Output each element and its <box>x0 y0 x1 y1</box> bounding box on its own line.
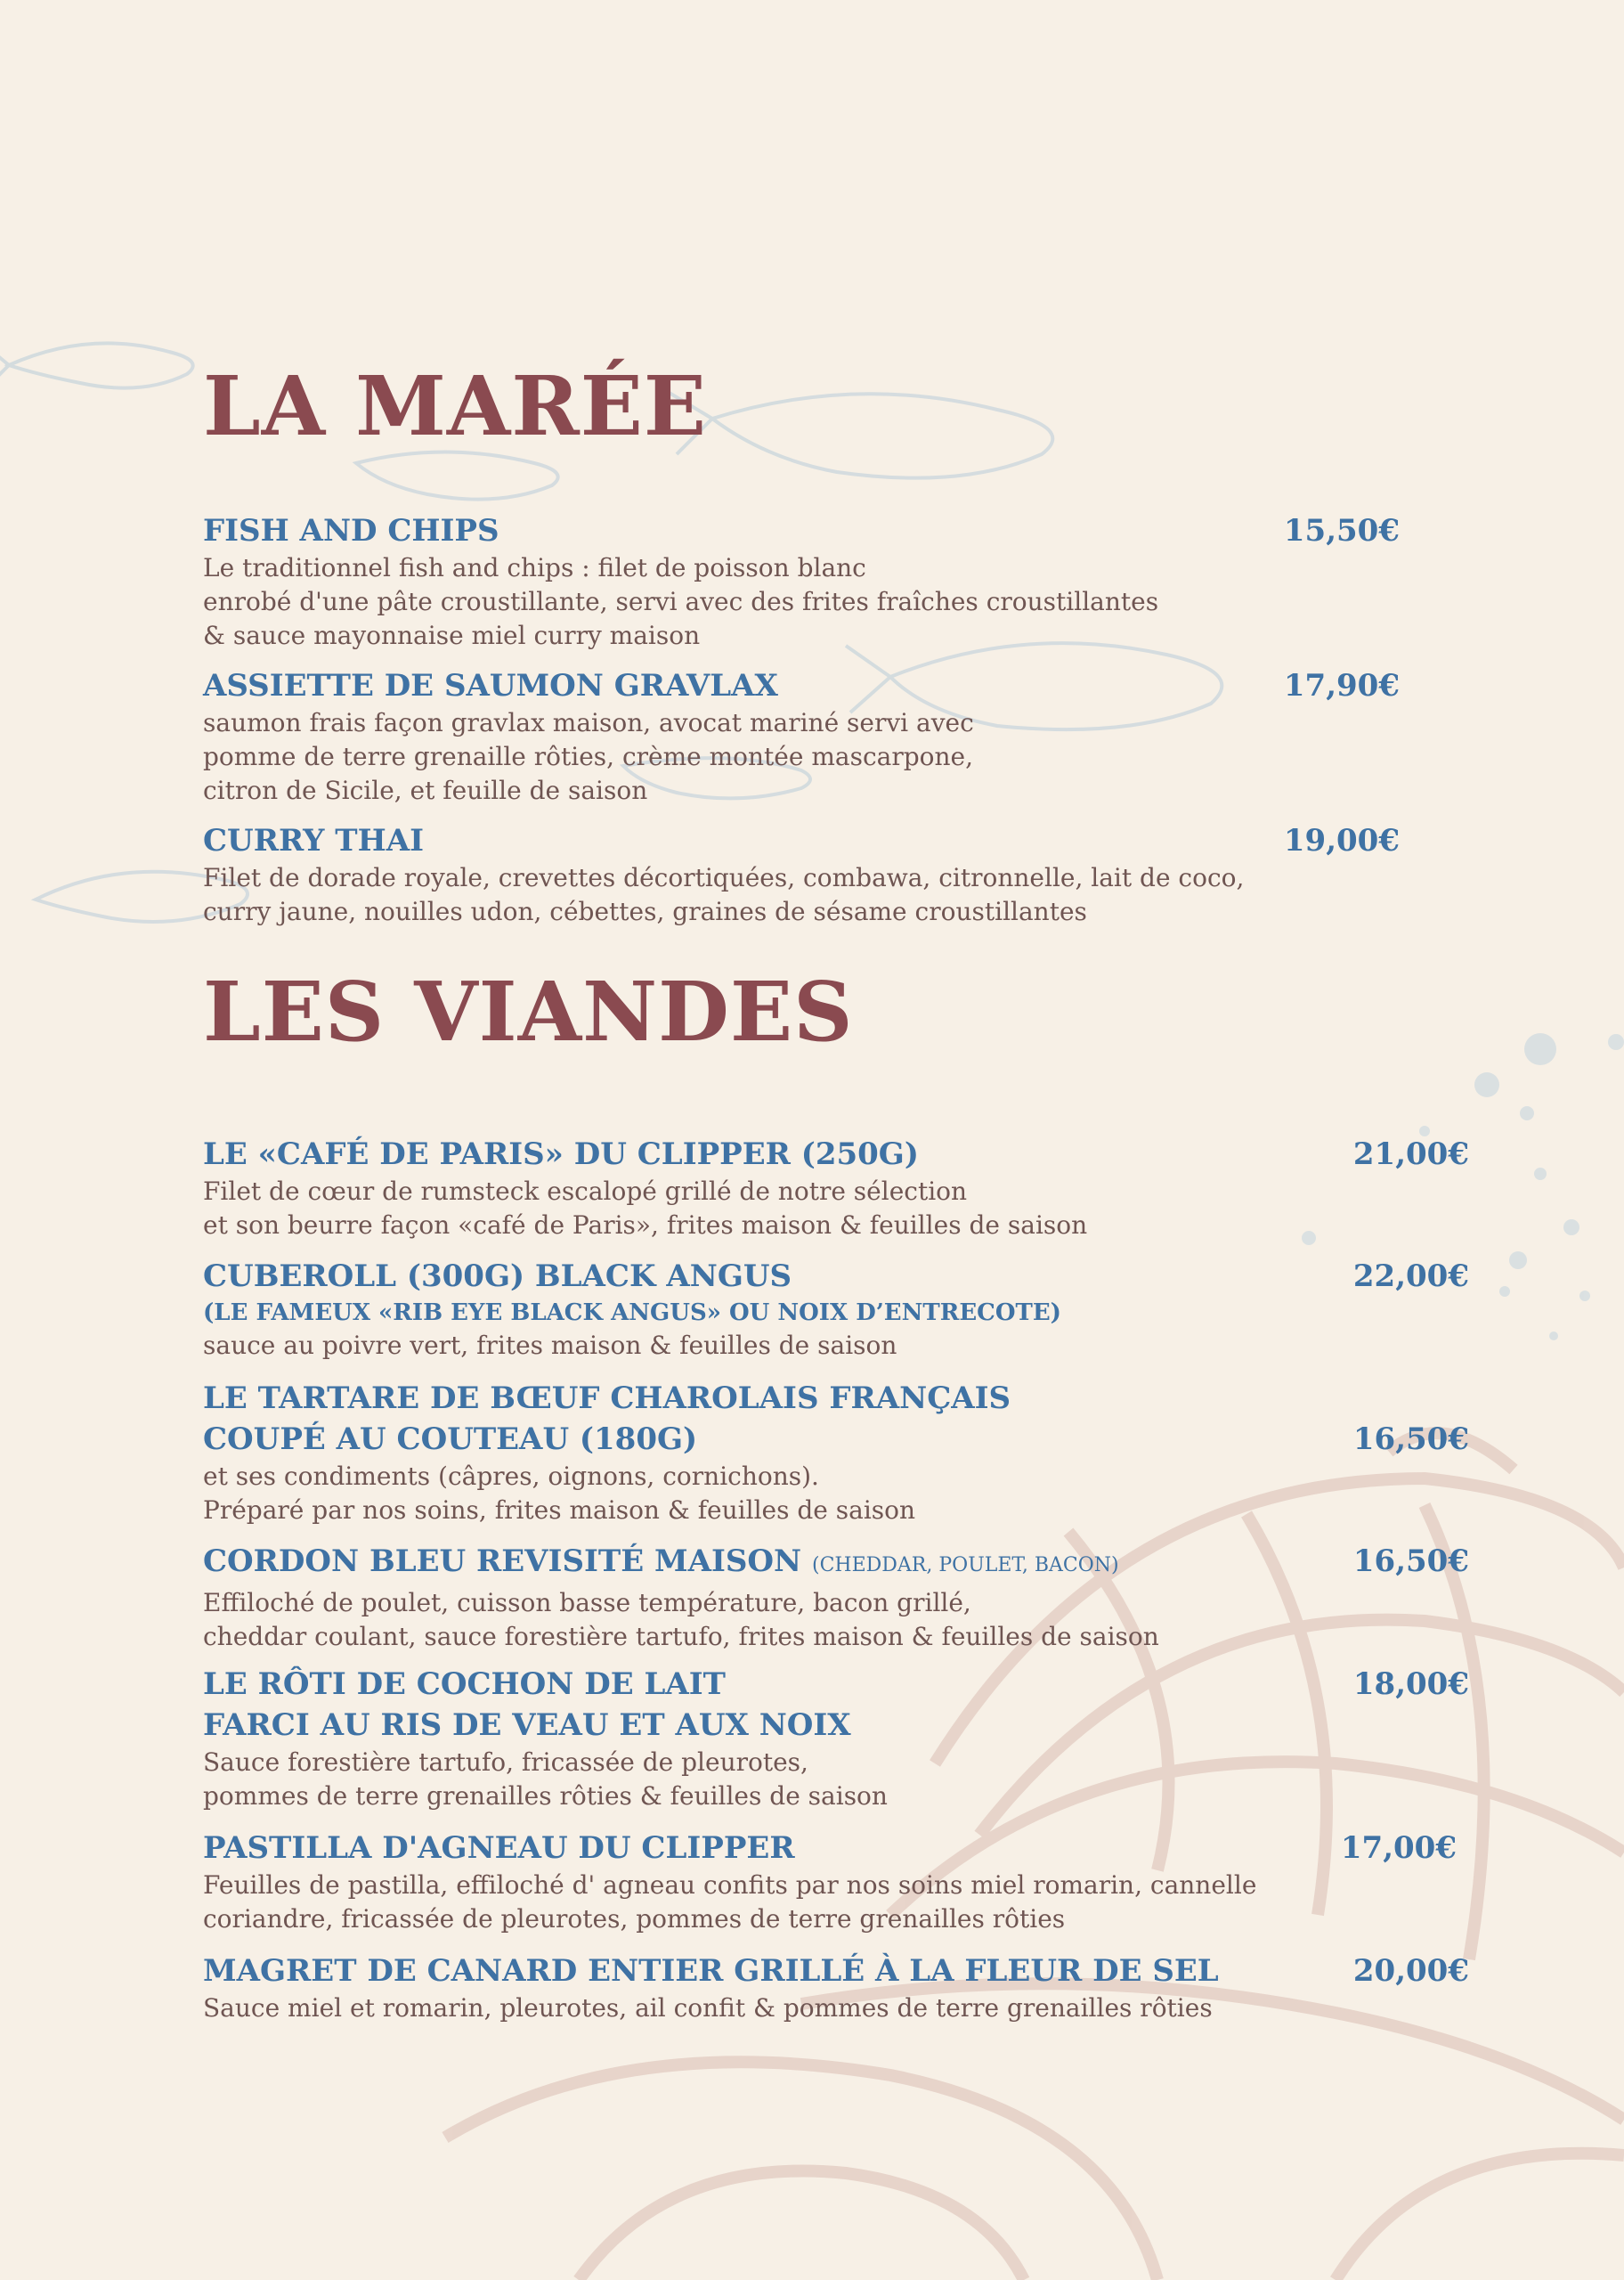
item-description: Feuilles de pastilla, effiloché d' agneau confits par nos soins miel romarin, cannelle coriandre, fricassée de pleurotes, pommes de terre grenailles rôties <box>203 1870 1257 1934</box>
item-name: LE TARTARE DE BŒUF CHAROLAIS FRANÇAIS <box>203 1380 1011 1416</box>
item-name-note: (CHEDDAR, POULET, BACON) <box>811 1554 1119 1576</box>
item-price: 19,00€ <box>1283 823 1400 859</box>
item-price: 22,00€ <box>1352 1258 1469 1294</box>
item-name: LE RÔTI DE COCHON DE LAIT <box>203 1666 726 1702</box>
item-price: 17,00€ <box>1340 1830 1457 1866</box>
item-description: Effiloché de poulet, cuisson basse température, bacon grillé, cheddar coulant, sauce forestière tartufo, frites maison & feuilles de saison <box>203 1588 1159 1651</box>
menu-item-cafe-de-paris <box>203 1134 1087 1242</box>
item-price: 16,50€ <box>1352 1543 1469 1579</box>
item-name: PASTILLA D'AGNEAU DU CLIPPER <box>203 1830 795 1866</box>
item-description: et ses condiments (câpres, oignons, cornichons). Préparé par nos soins, frites maison & feuilles de saison <box>203 1462 916 1525</box>
item-name: CURRY THAI <box>203 823 424 859</box>
menu-item-roti-cochon-de-lait <box>203 1664 888 1813</box>
item-name: MAGRET DE CANARD ENTIER GRILLÉ À LA FLEUR DE SEL <box>203 1953 1219 1989</box>
menu-item-saumon-gravlax <box>203 665 974 808</box>
menu-item-fish-and-chips <box>203 510 1158 653</box>
menu-item-pastilla-agneau <box>203 1828 1256 1936</box>
section-title-la-maree: LA MARÉE <box>203 358 708 454</box>
item-description: Sauce miel et romarin, pleurotes, ail confit & pommes de terre grenailles rôties <box>203 1993 1213 2023</box>
menu-item-tartare <box>203 1378 1011 1527</box>
item-name: ASSIETTE DE SAUMON GRAVLAX <box>203 668 778 704</box>
item-name-line-2: FARCI AU RIS DE VEAU ET AUX NOIX <box>203 1707 851 1743</box>
item-price: 17,90€ <box>1283 668 1400 704</box>
item-price: 18,00€ <box>1352 1666 1469 1702</box>
menu-item-magret-canard <box>203 1950 1219 2025</box>
item-name-text: CORDON BLEU REVISITÉ MAISON <box>203 1543 802 1579</box>
item-subtitle: (LE FAMEUX «RIB EYE BLACK ANGUS» OU NOIX D’ENTRECOTE) <box>203 1299 1061 1326</box>
item-price: 20,00€ <box>1352 1953 1469 1989</box>
item-name: LE «CAFÉ DE PARIS» DU CLIPPER (250G) <box>203 1136 919 1172</box>
menu-item-cordon-bleu <box>203 1541 1159 1654</box>
item-price: 15,50€ <box>1283 513 1400 549</box>
item-name-line-2: COUPÉ AU COUTEAU (180G) <box>203 1421 698 1457</box>
item-price: 16,50€ <box>1352 1421 1469 1457</box>
menu-item-curry-thai <box>203 820 1244 929</box>
section-title-les-viandes: LES VIANDES <box>203 964 854 1060</box>
menu-item-cuberoll <box>203 1256 1061 1363</box>
item-description: sauce au poivre vert, frites maison & feuilles de saison <box>203 1331 897 1360</box>
item-description: Le traditionnel fish and chips : filet de poisson blanc enrobé d'une pâte croustillante, servi avec des frites fraîches croustillantes & sauce mayonnaise miel curry maison <box>203 553 1159 650</box>
item-name: FISH AND CHIPS <box>203 513 499 549</box>
item-description: Filet de cœur de rumsteck escalopé grillé de notre sélection et son beurre façon «café de Paris», frites maison & feuilles de saison <box>203 1177 1088 1240</box>
item-description: Filet de dorade royale, crevettes décortiquées, combawa, citronnelle, lait de coco, curry jaune, nouilles udon, cébettes, graines de sésame croustillantes <box>203 863 1245 926</box>
item-description: Sauce forestière tartufo, fricassée de pleurotes, pommes de terre grenailles rôties & feuilles de saison <box>203 1747 888 1811</box>
item-name: CUBEROLL (300G) BLACK ANGUS <box>203 1258 792 1294</box>
item-name <box>203 1541 1159 1586</box>
item-price: 21,00€ <box>1352 1136 1469 1172</box>
item-description: saumon frais façon gravlax maison, avocat mariné servi avec pomme de terre grenaille rôties, crème montée mascarpone, citron de Sicile, et feuille de saison <box>203 708 974 805</box>
